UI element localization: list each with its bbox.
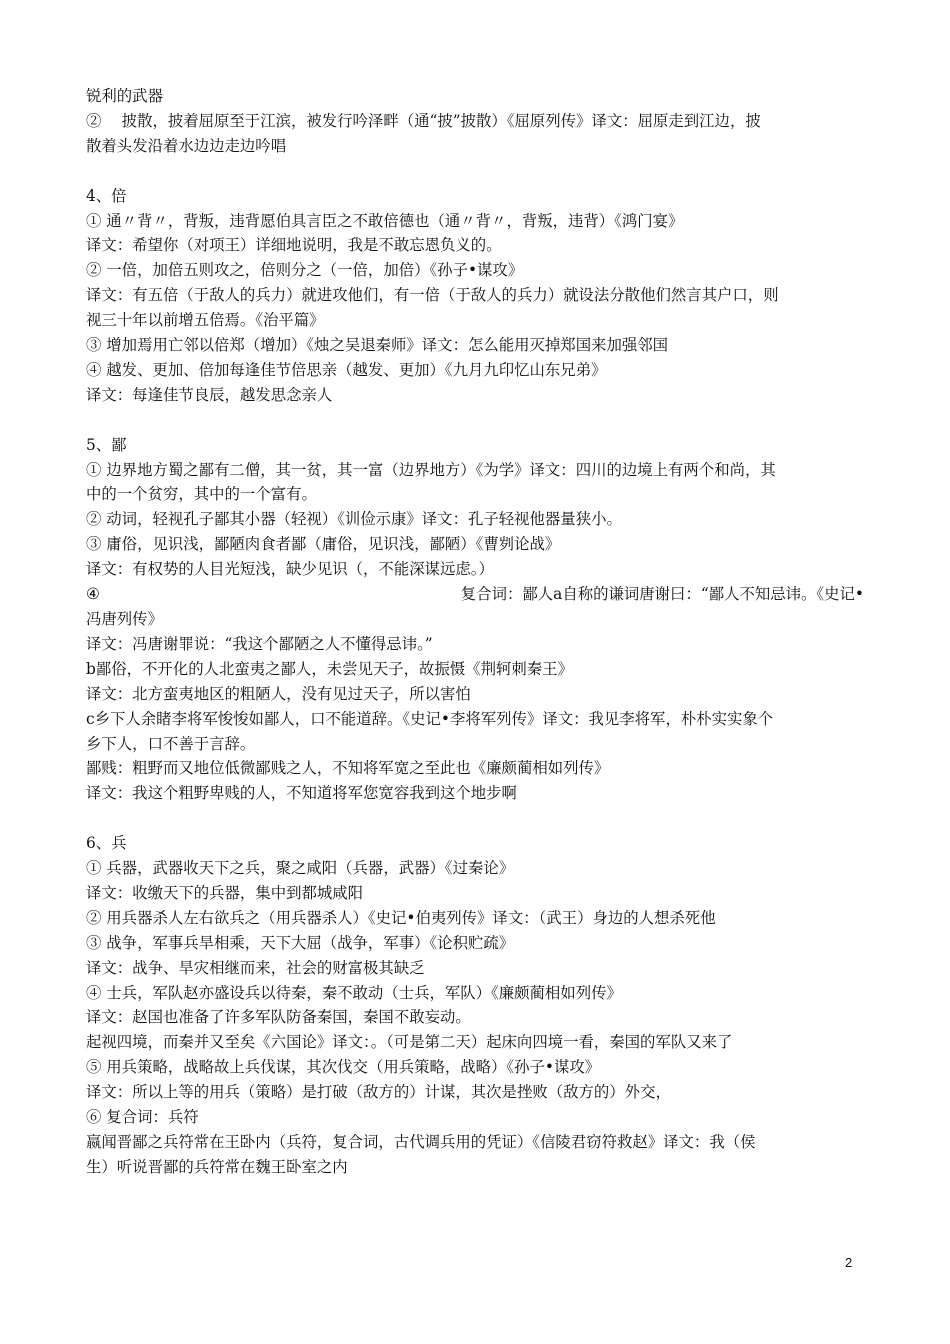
section-heading-bi: 5、鄙 [86, 435, 127, 454]
text-line: ③ 增加焉用亡邻以倍郑（增加）《烛之吴退秦师》译文：怎么能用灭掉郑国来加强邻国 [86, 336, 669, 355]
text-line: 译文：赵国也准备了许多军队防备秦国，秦国不敢妄动。 [86, 1008, 471, 1027]
text-line: ① 边界地方蜀之鄙有二僧，其一贫，其一富（边界地方）《为学》译文：四川的边境上有两个和尚，其 [86, 460, 776, 479]
text-line: 起视四境，而秦并又至矣《六国论》译文：。（可是第二天）起床向四境一看，秦国的军队又来了 [86, 1033, 733, 1052]
text-line: ⑥ 复合词：兵符 [86, 1108, 199, 1127]
text-line: ② 披散，披着屈原至于江滨，被发行吟泽畔（通“披”披散）《屈原列传》译文：屈原走到江边，披 [86, 111, 761, 130]
text-line: 嬴闻晋鄙之兵符常在王卧内（兵符，复合词，古代调兵用的凭证）《信陵君窃符救赵》译文：我（侯 [86, 1133, 756, 1152]
text-line: 译文：所以上等的用兵（策略）是打破（敌方的）计谋，其次是挫败（敌方的）外交， [86, 1083, 671, 1102]
text-line: 乡下人，口不善于言辞。 [86, 734, 256, 753]
document-body [86, 84, 864, 1180]
text-line: ⑤ 用兵策略，战略故上兵伐谋，其次伐交（用兵策略，战略）《孙子•谋攻》 [86, 1058, 601, 1077]
text-line: 译文：有权势的人目光短浅，缺少见识（，不能深谋远虑。） [86, 560, 494, 579]
text-line: 译文：收缴天下的兵器，集中到都城咸阳 [86, 883, 364, 902]
text-line: 译文：冯唐谢罪说：“我这个鄙陋之人不懂得忌讳。” [86, 634, 433, 653]
item-marker: ④ [86, 585, 100, 604]
text-line: ① 通〃背〃，背叛，违背愿伯具言臣之不敢倍德也（通〃背〃，背叛，违背）《鸿门宴》 [86, 211, 684, 230]
text-line: ④ 越发、更加、倍加每逢佳节倍思亲（越发、更加）《九月九印忆山东兄弟》 [86, 360, 607, 379]
text-line: ② 用兵器杀人左右欲兵之（用兵器杀人）《史记•伯夷列传》译文：（武王）身边的人想杀死他 [86, 908, 716, 927]
text-line: 译文：有五倍（于敌人的兵力）就进攻他们，有一倍（于敌人的兵力）就设法分散他们然言其户口，则 [86, 286, 779, 305]
text-line: 视三十年以前增五倍焉。《治平篇》 [86, 311, 325, 330]
text-line: c乡下人余睹李将军悛悛如鄙人，口不能道辞。《史记•李将军列传》译文：我见李将军，朴朴实实象个 [86, 709, 774, 728]
text-line: 生）听说晋鄙的兵符常在魏王卧室之内 [86, 1157, 348, 1176]
text-line: b鄙俗，不开化的人北蛮夷之鄙人，未尝见天子，故振慑《荆轲刺秦王》 [86, 659, 573, 678]
text-line: ① 兵器，武器收天下之兵，聚之咸阳（兵器，武器）《过秦论》 [86, 859, 515, 878]
text-line: ③ 庸俗，见识浅，鄙陋肉食者鄙（庸俗，见识浅，鄙陋）《曹刿论战》 [86, 535, 561, 554]
section-heading-bing: 6、兵 [86, 834, 127, 853]
text-line: 散着头发沿着水边边走边吟唱 [86, 136, 287, 155]
text-line: ② 一倍，加倍五则攻之，倍则分之（一倍，加倍）《孙子•谋攻》 [86, 261, 524, 280]
text-line: ② 动词，轻视孔子鄙其小器（轻视）《训俭示康》译文：孔子轻视他器量狭小。 [86, 510, 622, 529]
blank-line [86, 806, 864, 831]
text-line-split [86, 582, 864, 607]
text-line: 中的一个贫穷，其中的一个富有。 [86, 485, 317, 504]
text-line: 译文：每逢佳节良辰，越发思念亲人 [86, 385, 333, 404]
text-line: 译文：希望你（对项王）详细地说明，我是不敢忘恩负义的。 [86, 236, 502, 255]
section-heading-bei: 4、倍 [86, 186, 127, 205]
blank-line [86, 159, 864, 184]
text-line: 译文：我这个粗野卑贱的人，不知道将军您宽容我到这个地步啊 [86, 784, 517, 803]
text-line: 鄙贱：粗野而又地位低微鄙贱之人，不知将军宽之至此也《廉颇蔺相如列传》 [86, 759, 610, 778]
text-line: ④ 士兵，军队赵亦盛设兵以待秦，秦不敢动（士兵，军队）《廉颇蔺相如列传》 [86, 983, 622, 1002]
blank-line [86, 408, 864, 433]
page-number: 2 [845, 1255, 853, 1270]
text-line: 译文：北方蛮夷地区的粗陋人，没有见过天子，所以害怕 [86, 684, 471, 703]
text-fragment: 复合词：鄙人a自称的谦词唐谢曰：“鄙人不知忌讳。《史记• [460, 585, 864, 604]
text-line: 锐利的武器 [86, 87, 163, 105]
text-line: 译文：战争、旱灾相继而来，社会的财富极其缺乏 [86, 958, 425, 977]
text-line: ③ 战争，军事兵旱相乘，天下大屈（战争，军事）《论积贮疏》 [86, 933, 515, 952]
text-line: 冯唐列传》 [86, 610, 163, 628]
